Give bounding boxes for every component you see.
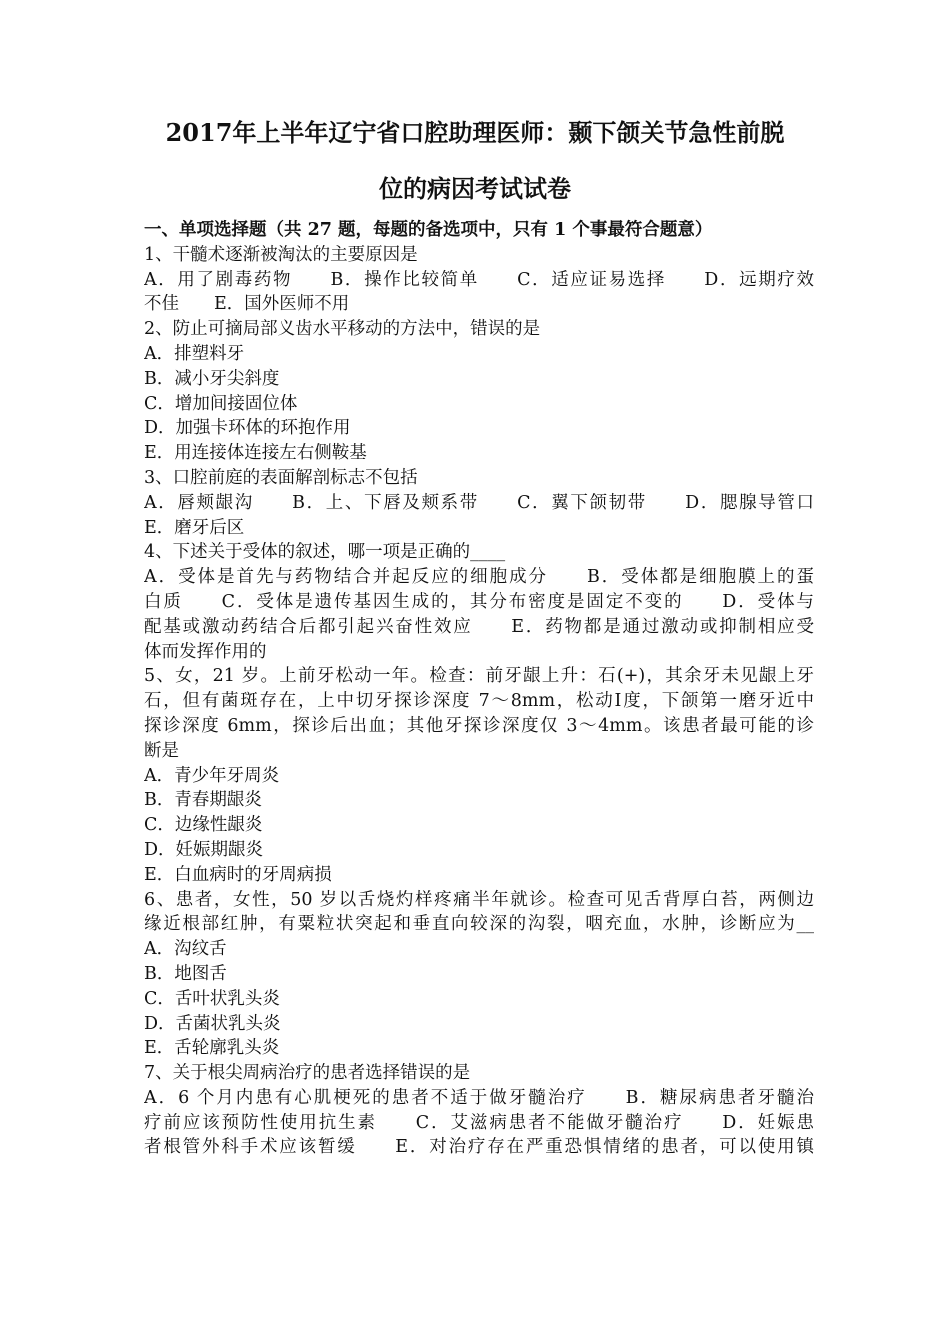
- text-line: D．加强卡环体的环抱作用: [144, 418, 351, 439]
- text-line: E．白血病时的牙周病损: [144, 864, 332, 885]
- text-line: 6、患者，女性，50 岁以舌烧灼样疼痛半年就诊。检查可见舌背厚白苔，两侧边: [144, 889, 814, 910]
- text-line: B．减小牙尖斜度: [144, 368, 280, 389]
- text-line: 2、防止可摘局部义齿水平移动的方法中，错误的是: [144, 319, 541, 340]
- text-line: A．青少年牙周炎: [144, 765, 280, 786]
- text-line: 1、干髓术逐渐被淘汰的主要原因是: [144, 244, 418, 265]
- text-line: E．舌轮廓乳头炎: [144, 1038, 280, 1059]
- text-line: 疗前应该预防性使用抗生素 C．艾滋病患者不能做牙髓治疗 D．妊娠患: [144, 1112, 814, 1133]
- document-title-line-1: 2017年上半年辽宁省口腔助理医师：颞下颌关节急性前脱: [165, 118, 785, 147]
- text-line: D．妊娠期龈炎: [144, 839, 264, 860]
- text-line: A．排塑料牙: [144, 343, 245, 364]
- text-line: 断是: [144, 740, 179, 761]
- text-line: 3、口腔前庭的表面解剖标志不包括: [144, 467, 418, 488]
- text-line: 4、下述关于受体的叙述，哪一项是正确的____: [144, 542, 506, 563]
- text-line: 配基或激动药结合后都引起兴奋性效应 E．药物都是通过激动或抑制相应受: [144, 616, 814, 637]
- text-line: D．舌菌状乳头炎: [144, 1013, 281, 1034]
- text-line: 7、关于根尖周病治疗的患者选择错误的是: [144, 1063, 471, 1084]
- text-line: 5、女，21 岁。上前牙松动一年。检查：前牙龈上升：石(+)，其余牙未见龈上牙: [144, 666, 814, 687]
- section-heading: 一、单项选择题（共 27 题，每题的备选项中，只有 1 个事最符合题意）: [144, 220, 713, 240]
- document-title-line-2: 位的病因考试试卷: [379, 174, 571, 203]
- text-line: 白质 C．受体是遗传基因生成的，其分布密度是固定不变的 D．受体与: [144, 591, 814, 612]
- text-line: A．6 个月内患有心肌梗死的患者不适于做牙髓治疗 B．糖尿病患者牙髓治: [144, 1087, 814, 1108]
- text-line: 缘近根部红肿，有粟粒状突起和垂直向较深的沟裂，咽充血，水肿，诊断应为__: [144, 914, 814, 935]
- text-line: E．磨牙后区: [144, 517, 245, 538]
- text-line: C．增加间接固位体: [144, 393, 298, 414]
- text-line: 不佳 E．国外医师不用: [144, 294, 350, 315]
- text-line: A．唇颊龈沟 B．上、下唇及颊系带 C．翼下颌韧带 D．腮腺导管口: [144, 492, 814, 513]
- text-line: 探诊深度 6mm，探诊后出血；其他牙探诊深度仅 3～4mm。该患者最可能的诊: [144, 715, 814, 736]
- text-line: B．地图舌: [144, 963, 227, 984]
- text-line: C．舌叶状乳头炎: [144, 988, 280, 1009]
- text-line: A．用了剧毒药物 B．操作比较简单 C．适应证易选择 D．远期疗效: [144, 269, 814, 290]
- text-line: B．青春期龈炎: [144, 790, 262, 811]
- text-line: 者根管外科手术应该暂缓 E．对治疗存在严重恐惧情绪的患者，可以使用镇: [144, 1137, 814, 1158]
- text-line: C．边缘性龈炎: [144, 815, 263, 836]
- text-line: E．用连接体连接左右侧鞍基: [144, 443, 367, 464]
- text-line: 体而发挥作用的: [144, 641, 267, 662]
- text-line: 石，但有菌斑存在，上中切牙探诊深度 7～8mm，松动Ⅰ度，下颌第一磨牙近中: [144, 691, 814, 712]
- exam-body: [144, 218, 814, 1160]
- text-line: A．沟纹舌: [144, 939, 227, 960]
- text-line: A．受体是首先与药物结合并起反应的细胞成分 B．受体都是细胞膜上的蛋: [144, 567, 814, 588]
